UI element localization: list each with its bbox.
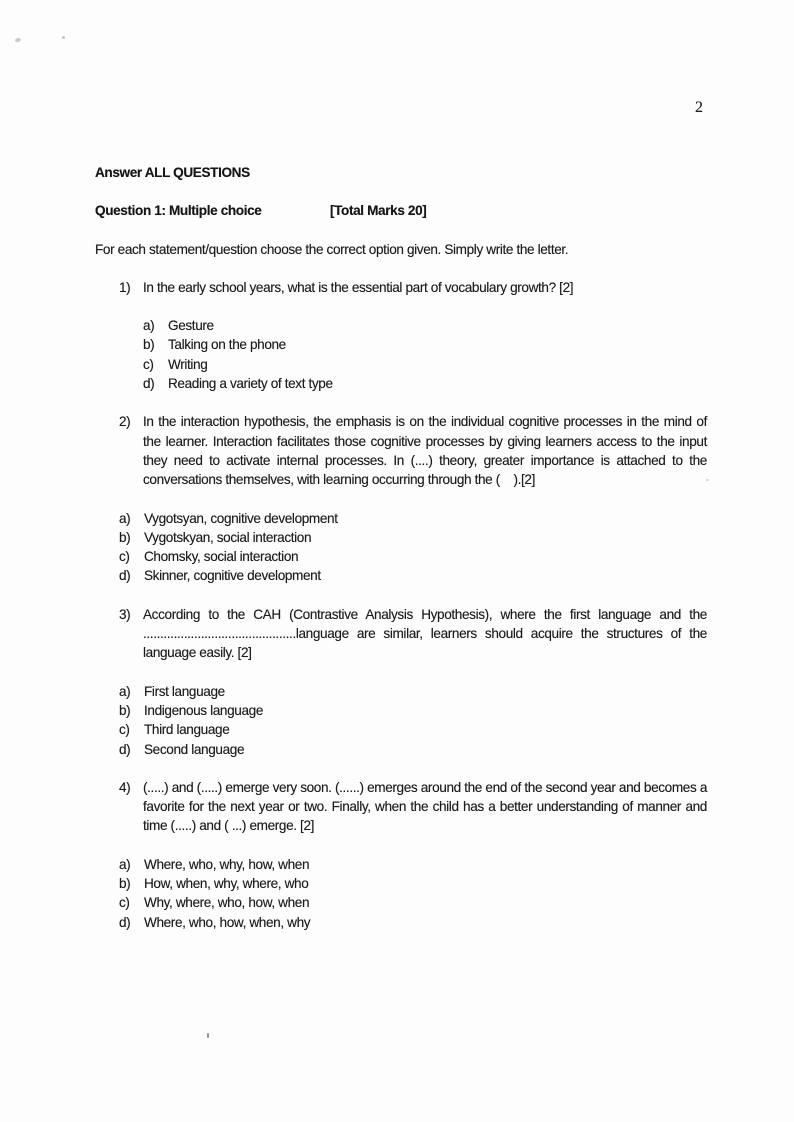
option-row [95, 874, 707, 893]
option-label: c) [119, 549, 130, 565]
answer-all-instruction: Answer ALL QUESTIONS [95, 165, 250, 180]
option-text: Indigenous language [144, 702, 264, 718]
option-label: c) [143, 356, 154, 372]
question-number: 1) [119, 279, 131, 295]
question-number: 3) [119, 606, 131, 622]
option-label: d) [143, 376, 155, 392]
question-3 [95, 605, 707, 663]
option-text: Talking on the phone [168, 337, 286, 353]
option-text: First language [144, 683, 225, 699]
option-label: b) [119, 876, 131, 892]
question-number: 2) [119, 414, 131, 430]
option-row [95, 855, 707, 874]
option-text: Second language [144, 741, 245, 757]
option-text: Gesture [168, 318, 214, 334]
option-row [95, 316, 707, 335]
scan-artifact [207, 1033, 209, 1038]
option-text: Why, where, who, how, when [144, 895, 310, 911]
option-text: Chomsky, social interaction [144, 549, 299, 565]
option-text: Where, who, why, how, when [144, 856, 310, 872]
option-row [95, 374, 707, 393]
question-1-heading: Question 1: Multiple choice [95, 203, 262, 219]
question-text: In the early school years, what is the essential part of vocabulary growth? [2] [143, 279, 574, 295]
option-label: d) [119, 568, 131, 584]
option-row [95, 509, 707, 528]
question-4 [95, 778, 707, 836]
option-text: Skinner, cognitive development [144, 568, 321, 584]
option-label: b) [119, 529, 131, 545]
option-row [95, 893, 707, 912]
option-row [95, 355, 707, 374]
option-label: a) [119, 683, 131, 699]
page-number: 2 [695, 99, 703, 116]
question-4-options [95, 855, 707, 932]
option-row [95, 335, 707, 354]
option-label: a) [143, 318, 155, 334]
option-text: Reading a variety of text type [168, 376, 333, 392]
option-label: b) [143, 337, 155, 353]
option-text: How, when, why, where, who [144, 876, 309, 892]
question-text: (.....) and (.....) emerge very soon. (......) emerges around the end of the second year and becomes a favorite for the next year or two. Finally, when the child has a better understanding of manner and time (.....) and ( ...) emerge. [2] [143, 779, 707, 834]
page-content [95, 163, 707, 951]
question-2 [95, 412, 707, 489]
option-label: a) [119, 856, 131, 872]
option-label: c) [119, 895, 130, 911]
question-text: In the interaction hypothesis, the emphasis is on the individual cognitive processes in the mind of the learner. Interaction facilitates those cognitive processes by giving learners access to the input they need to activate internal processes. In (....) theory, greater importance is attached to the conversations themselves, with learning occurring through the ( ).[2] [143, 414, 707, 488]
option-label: d) [119, 914, 131, 930]
option-row [95, 682, 707, 701]
scan-artifact [15, 37, 22, 42]
option-text: Writing [168, 356, 208, 372]
question-3-options [95, 682, 707, 759]
option-label: c) [119, 722, 130, 738]
option-label: d) [119, 741, 131, 757]
option-row [95, 528, 707, 547]
total-marks: [Total Marks 20] [330, 203, 427, 219]
option-text: Vygotsyan, cognitive development [144, 510, 338, 526]
option-row [95, 913, 707, 932]
directions-text: For each statement/question choose the correct option given. Simply write the letter. [95, 241, 569, 257]
option-row [95, 547, 707, 566]
scan-artifact [62, 36, 65, 39]
option-text: Where, who, how, when, why [144, 914, 311, 930]
question-text: According to the CAH (Contrastive Analysis Hypothesis), where the first language and the .............................................language are similar, learners should acquire the structures of the language easily. [2] [143, 606, 707, 661]
scan-artifact [706, 479, 709, 481]
question-1-options [95, 316, 707, 393]
option-label: a) [119, 510, 131, 526]
question-heading-row [95, 201, 707, 220]
question-number: 4) [119, 779, 131, 795]
option-row [95, 740, 707, 759]
option-row [95, 720, 707, 739]
question-2-options [95, 509, 707, 586]
option-label: b) [119, 702, 131, 718]
option-text: Third language [144, 722, 230, 738]
question-1 [95, 278, 707, 297]
option-row [95, 701, 707, 720]
option-text: Vygotskyan, social interaction [144, 529, 312, 545]
option-row [95, 566, 707, 585]
